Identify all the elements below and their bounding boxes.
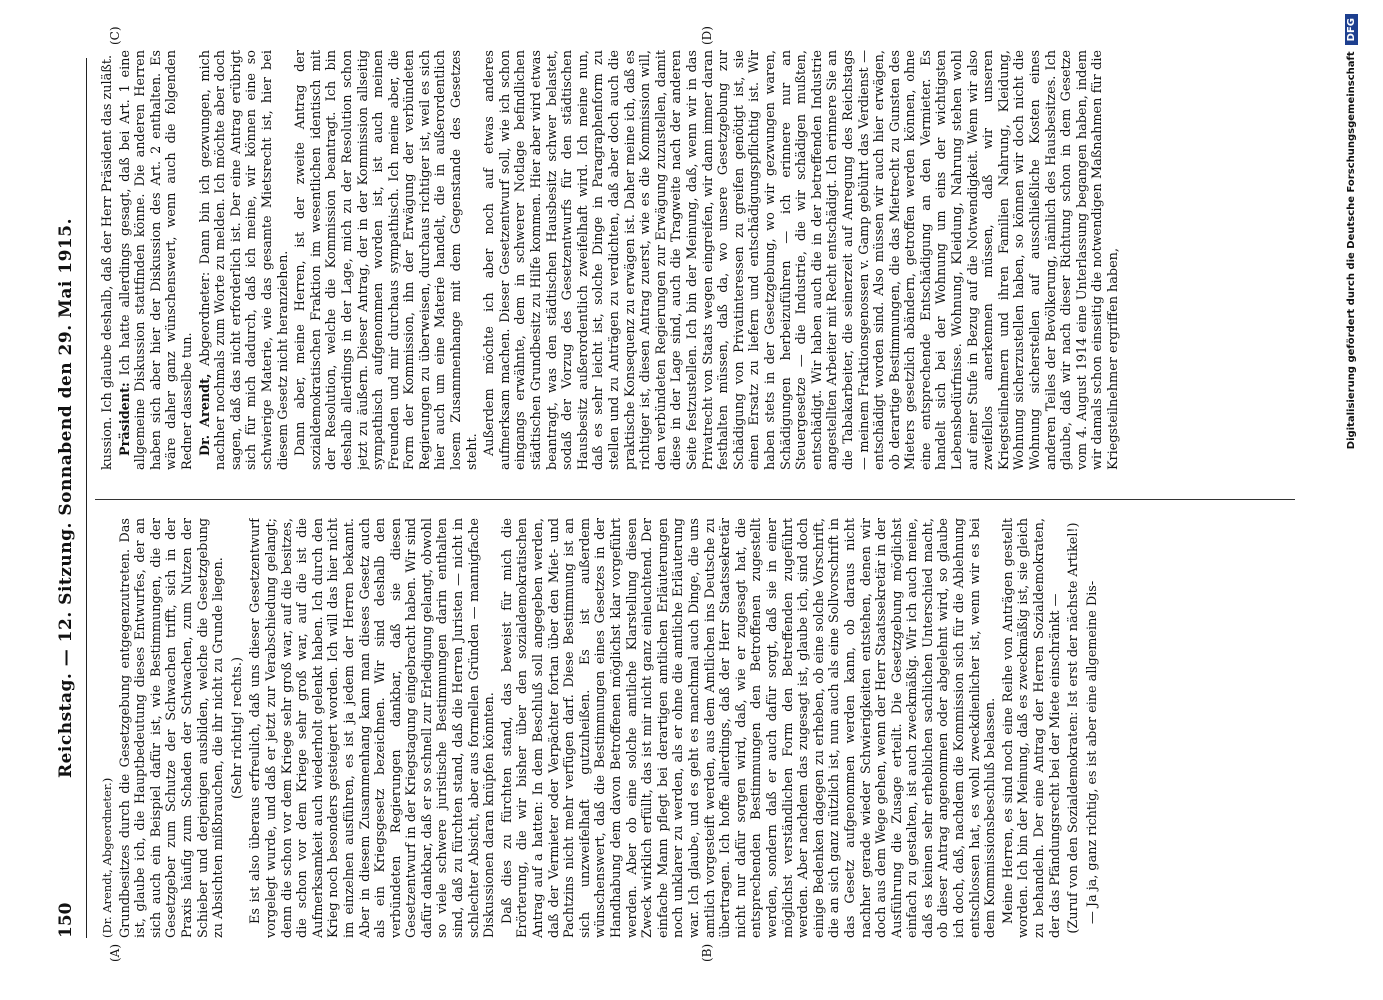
margin-marker-b: (B): [700, 943, 714, 962]
paragraph: Es ist also überaus erfreulich, daß uns dieser Gesetzentwurf vorgelegt wurde, und daß er jetzt zur Verabschiedung gelangt; denn die schon vor dem Kriege sehr groß war, auf die besitzes, die schon vor dem Kriege sehr groß war, auf die ist die Aufmerksamkeit auch wiederholt gelenkt haben. Ich durch den Krieg noch besonders gesteigert worden. Ich will das hier nicht im einzelnen ausführen, es ist ja jedem der Herren bekannt. Aber in diesem Zusammenhang kann man dieses Gesetz auch als ein Kriegsgesetz bezeichnen. Wir sind deshalb den verbündeten Regierungen dankbar, daß sie diesen Gesetzentwurf in der Kriegstagung eingebracht haben. Wir sind dafür dankbar, daß er so schnell zur Erledigung gelangt, obwohl so viele schwere juristische Bestimmungen darin enthalten sind, daß zu fürchten stand, daß die Herren Juristen — nicht in schlechter Absicht, aber aus formellen Gründen — mannigfache Diskussionen daran knüpfen könnten.: [248, 518, 498, 938]
margin-marker-a: (A): [108, 943, 122, 962]
page-number: 150: [56, 902, 76, 938]
paragraph-text: Abgeordneter: Dann bin ich gezwungen, mich nachher nochmals zum Worte zu melden. Ich möchte aber doch sagen, daß das nicht erforderlich ist. Der eine Antrag erübrigt sich für mich dadurch, daß ich meine, wir können eine so schwierige Materie, wie das gesamte Mietsrecht ist, hier bei diesem Gesetz nicht heranziehen.: [197, 50, 291, 470]
paragraph: Dann aber, meine Herren, ist der zweite Antrag der sozialdemokratischen Fraktion im wesentlichen identisch mit der Resolution, welche die Kommission beantragt. Ich bin deshalb allerdings in der Lage, mich zu der Resolution schon jetzt zu äußern. Dieser Antrag, der in der Kommission allseitig sympathisch aufgenommen worden ist, ist auch meinen Freunden und mir durchaus sympathisch. Ich meine aber, die Form der Kommission, ihn der Erwägung der verbündeten Regierungen zu überweisen, durchaus richtiger ist, weil es sich hier auch um eine Materie handelt, die in außerordentlich losem Zusammenhange mit dem Gegenstande des Gesetzes steht.: [293, 50, 480, 470]
paragraph: Meine Herren, es sind noch eine Reihe von Anträgen gestellt worden. Ich bin der Meinung, daß es zweckmäßig ist, sie gleich zu behandeln. Der eine Antrag der Herren Sozialdemokraten, der das Pfändungsrecht bei der Miete einschränkt —: [1000, 518, 1063, 938]
digitization-stamp: [1345, 14, 1358, 994]
margin-marker-c: (C): [108, 26, 122, 45]
left-column: [100, 518, 1290, 938]
paragraph: Grundbesitzes durch die Gesetzgebung entgegenzutreten. Das ist, glaube ich, die Hauptbedeutung dieses Entwurfes, der an sich auch ein Beispiel dafür ist, wie Bestimmungen, die der Gesetzgeber zum Schutze der Schwachen trifft, sich in der Praxis häufig zum Schaden der Schwachen, zum Nutzen der Schieber und derjenigen ausbilden, welche die Gesetzgebung zu Absichten mißbrauchen, die ihr nicht zu Grunde liegen.: [117, 518, 227, 938]
column-divider: [95, 499, 1295, 500]
right-column: [100, 50, 1290, 470]
page-header: [52, 58, 82, 938]
speaker-note: (Dr. Arendt, Abgeordneter.): [100, 777, 114, 938]
interjection: (Zuruf von den Sozialdemokraten: Ist erst der nächste Artikel!): [1066, 522, 1082, 934]
interjection: (Sehr richtig! rechts.): [229, 657, 245, 799]
paragraph: kussion. Ich glaube deshalb, daß der Herr Präsident das zuläßt.: [100, 54, 115, 470]
header-rule: [86, 58, 87, 938]
paragraph: Außerdem möchte ich aber noch auf etwas anderes aufmerksam machen. Dieser Gesetzentwurf soll, wie ich schon eingangs erwähnte, dem in schwerer Notlage befindlichen städtischen Grundbesitz zu Hilfe kommen. Hier aber wird etwas beantragt, was den städtischen Hausbesitz schwer belastet, sodaß der Vorzug des Gesetzentwurfs für den städtischen Hausbesitz außerordentlich zweifelhaft wird. Ich meine nun, daß es sehr leicht ist, solche Dinge in Paragraphenform zu stellen und zu Anträgen zu verdichten, daß aber doch auch die praktische Konsequenz zu erwägen ist. Daher meine ich, daß es richtiger ist, diesen Antrag zuerst, wie es die Kommission will, den verbündeten Regierungen zur Erwägung zuzustellen, damit diese in der Lage sind, auch die Tragweite nach der anderen Seite festzustellen. Ich bin der Meinung, daß, wenn wir in das Privatrecht von Staats wegen eingreifen, wir dann immer daran festhalten müssen, daß da, wo unsere Gesetzgebung zur Schädigung von Privatinteressen zu greifen genötigt ist, sie einen Ersatz zu liefern und entschädigungspflichtig ist. Wir haben stets in der Gesetzgebung, wo wir gezwungen waren, Schädigungen herbeizuführen — ich erinnere nur an Steuergesetze — die Industrie, die wir schädigen mußten, entschädigt. Wir haben auch die in der betreffenden Industrie angestellten Arbeiter mit Recht entschädigt. Ich erinnere Sie an die Tabakarbeiter, die seinerzeit auf Anregung des Reichstags — meinem Fraktionsgenossen v. Gamp gebührt das Verdienst — entschädigt worden sind. Also müssen wir auch hier erwägen, ob derartige Bestimmungen, die das Mietrecht zu Gunsten des Mieters gesetzlich abändern, getroffen werden können, ohne eine entsprechende Entschädigung an den Vermieter. Es handelt sich bei der Wohnung um eins der wichtigsten Lebensbedürfnisse. Wohnung, Kleidung, Nahrung stehen wohl auf einer Stufe in Bezug auf die Notwendigkeit. Wenn wir also zweifellos anerkennen müssen, daß wir unseren Kriegsteilnehmern und ihren Familien Nahrung, Kleidung, Wohnung sicherzustellen haben, so können wir doch nicht die Wohnung sicherstellen auf ausschließliche Kosten eines anderen Teiles der Bevölkerung, nämlich des Hausbesitzes. Ich glaube, daß wir nach dieser Richtung schon in dem Gesetze vom 4. August 1914 eine Unterlassung begangen haben, indem wir damals schon einseitig die notwendigen Maßnahmen für die Kriegsteilnehmer ergriffen haben,: [482, 50, 1121, 470]
paragraph: Daß dies zu fürchten stand, das beweist für mich die Erörterung, die wir bisher über den sozialdemokratischen Antrag auf a hatten: In dem Beschluß soll angegeben werden, daß der Vermieter oder Verpächter fortan über den Miet- und Pachtzins nicht mehr verfügen darf. Diese Bestimmung ist an sich unzweifelhaft gutzuheißen. Es ist außerdem wünschenswert, daß die Bestimmungen eines Gesetzes in der Handhabung dem davon Betroffenen möglichst klar vorgeführt werden. Aber ob eine solche amtliche Klarstellung diesen Zweck wirklich erfüllt, das ist mir nicht ganz einleuchtend. Der einfache Mann pflegt bei derartigen amtlichen Erläuterungen noch unklarer zu werden, als er ohne die amtliche Erläuterung war. Ich glaube, und es geht es manchmal auch Dinge, die uns amtlich vorgesteift werden, aus dem Amtlichen ins Deutsche zu übertragen. Ich hoffe allerdings, daß der Herr Staatssekretär nicht nur dafür sorgen wird, daß, wie er zugesagt hat, die entsprechenden Bestimmungen den Betroffenen zugestellt werden, sondern daß er auch dafür sorgt, daß sie in einer möglichst verständlichen Form den Betreffenden zugeführt werden. Aber nachdem das zugesagt ist, glaube ich, sind doch einige Bedenken dagegen zu erheben, ob eine solche Vorschrift, die an sich ganz nützlich ist, nun auch als eine Sollvorschrift in das Gesetz aufgenommen werden kann, ob daraus nicht nachher gerade wieder Schwierigkeiten entstehen, denen wir doch aus dem Wege gehen, wenn der Herr Staatssekretär in der Ausführung die Zusage erteilt. Die Gesetzgebung möglichst einfach zu gestalten, ist auch zweckmäßig. Wir ich auch meine, daß es keinen sehr erheblichen sachlichen Unterschied macht, ob dieser Antrag angenommen oder abgelehnt wird, so glaube ich doch, daß, nachdem die Kommission sich für die Ablehnung entschlossen hat, es wohl zweckdienlicher ist, wenn wir es bei dem Kommissionsbeschluß belassen.: [499, 518, 999, 938]
paragraph: — Ja ja, ganz richtig, es ist aber eine allgemeine Dis-: [1084, 580, 1100, 924]
paragraph: [198, 50, 292, 470]
margin-marker-d: (D): [700, 26, 714, 45]
speaker-label: Präsident:: [117, 382, 133, 456]
paragraph: [118, 50, 196, 470]
paragraph-text: Ich hatte allerdings gesagt, daß bei Art. 1 eine allgemeine Diskussion stattfinden könne. Die anderen Herren haben sich aber hier der Diskussion des Art. 2 enthalten. Es wäre daher ganz wünschenswert, wenn auch die folgenden Redner dasselbe tun.: [117, 50, 195, 470]
running-title: Reichstag. — 12. Sitzung. Sonnabend den 29. Mai 1915.: [56, 218, 76, 779]
dfg-logo: DFG: [1345, 14, 1358, 45]
stamp-text: Digitalisierung gefördert durch die Deutsche Forschungsgemeinschaft: [1346, 51, 1357, 450]
speaker-label: Dr. Arendt,: [197, 373, 213, 456]
